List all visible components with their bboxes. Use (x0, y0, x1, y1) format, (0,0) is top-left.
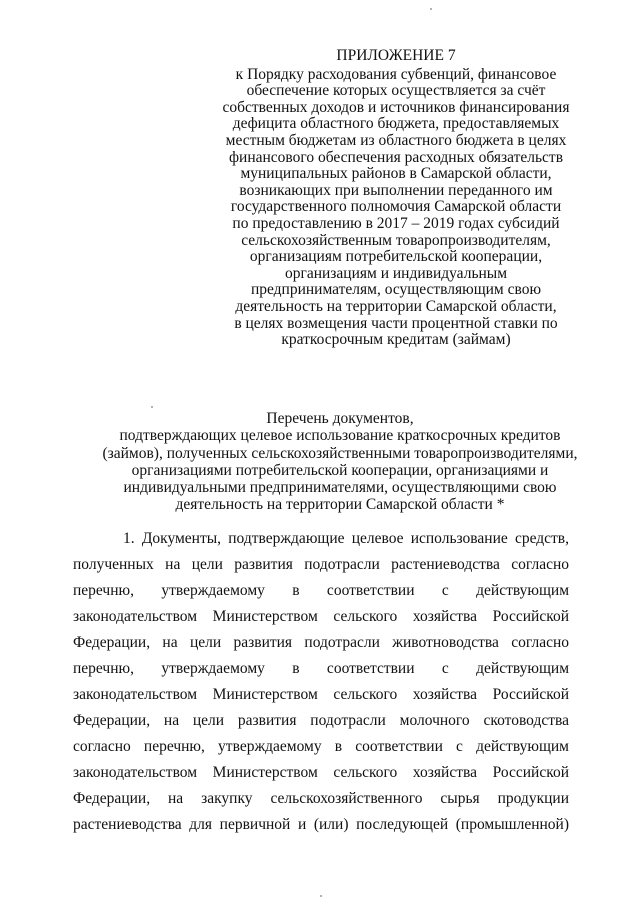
scan-speck (151, 406, 153, 408)
appendix-line: обеспечение которых осуществляется за счёт (246, 82, 546, 100)
body-line: 1. Документы, подтверждающие целевое использование средств, (123, 530, 569, 547)
appendix-line: организациям и индивидуальным (284, 264, 508, 282)
body-line: Федерации, на цели развития подотрасли животноводства согласно (73, 634, 569, 651)
appendix-line: муниципальных районов в Самарской области, (240, 165, 552, 183)
body-line: перечню, утверждаемому в соответствии с действующим (73, 660, 569, 677)
body-line: законодательством Министерством сельского хозяйства Российской (73, 764, 569, 781)
scan-speck (320, 895, 322, 897)
appendix-line: дефицита областного бюджета, предоставляемых (232, 115, 560, 133)
appendix-line: местным бюджетам из областного бюджета в целях (225, 131, 567, 149)
body-line: законодательством Министерством сельского хозяйства Российской (73, 686, 569, 703)
list-title-line: Перечень документов, (266, 410, 414, 427)
scan-speck (430, 8, 432, 10)
appendix-line: предпринимателям, осуществляющим свою (250, 281, 542, 299)
appendix-line: сельскохозяйственным товаропроизводителям, (241, 231, 551, 249)
appendix-line: собственных доходов и источников финансирования (222, 98, 570, 116)
document-list-title (60, 410, 620, 514)
body-line: Федерации, на закупку сельскохозяйственного сырья продукции (73, 790, 569, 807)
appendix-line: организациям потребительской кооперации, (249, 248, 543, 266)
body-line: законодательством Министерством сельского хозяйства Российской (73, 608, 569, 625)
body-line: полученных на цели развития подотрасли растениеводства согласно (73, 556, 569, 573)
body-line: растениеводства для первичной и (или) последующей (промышленной) (73, 816, 569, 833)
appendix-line: возникающих при выполнении переданного им (239, 181, 553, 199)
appendix-line: к Порядку расходования субвенций, финансовое (235, 65, 557, 83)
list-title-line: деятельность на территории Самарской области * (175, 496, 505, 514)
body-paragraph (73, 526, 569, 838)
body-line: Федерации, на цели развития подотрасли молочного скотоводства (73, 712, 569, 729)
appendix-line: краткосрочным кредитам (займам) (281, 331, 511, 349)
appendix-header (218, 48, 574, 349)
list-title-line: подтверждающих целевое использование краткосрочных кредитов (119, 427, 561, 445)
list-title-line: организациями потребительской кооперации, организациями и (131, 461, 549, 479)
body-line: согласно перечню, утверждаемому в соответствии с действующим (73, 738, 569, 755)
appendix-title: ПРИЛОЖЕНИЕ 7 (336, 47, 456, 64)
appendix-line: деятельность на территории Самарской области, (235, 297, 557, 315)
body-line: перечню, утверждаемому в соответствии с действующим (73, 582, 569, 599)
appendix-line: государственного полномочия Самарской области (230, 198, 562, 216)
appendix-line: по предоставлению в 2017 – 2019 годах субсидий (232, 214, 560, 232)
appendix-line: финансового обеспечения расходных обязательств (228, 148, 564, 166)
appendix-line: в целях возмещения части процентной ставки по (234, 314, 558, 332)
list-title-line: индивидуальными предпринимателями, осуществляющими свою (123, 479, 557, 497)
list-title-line: (займов), полученных сельскохозяйственными товаропроизводителями, (102, 444, 578, 462)
